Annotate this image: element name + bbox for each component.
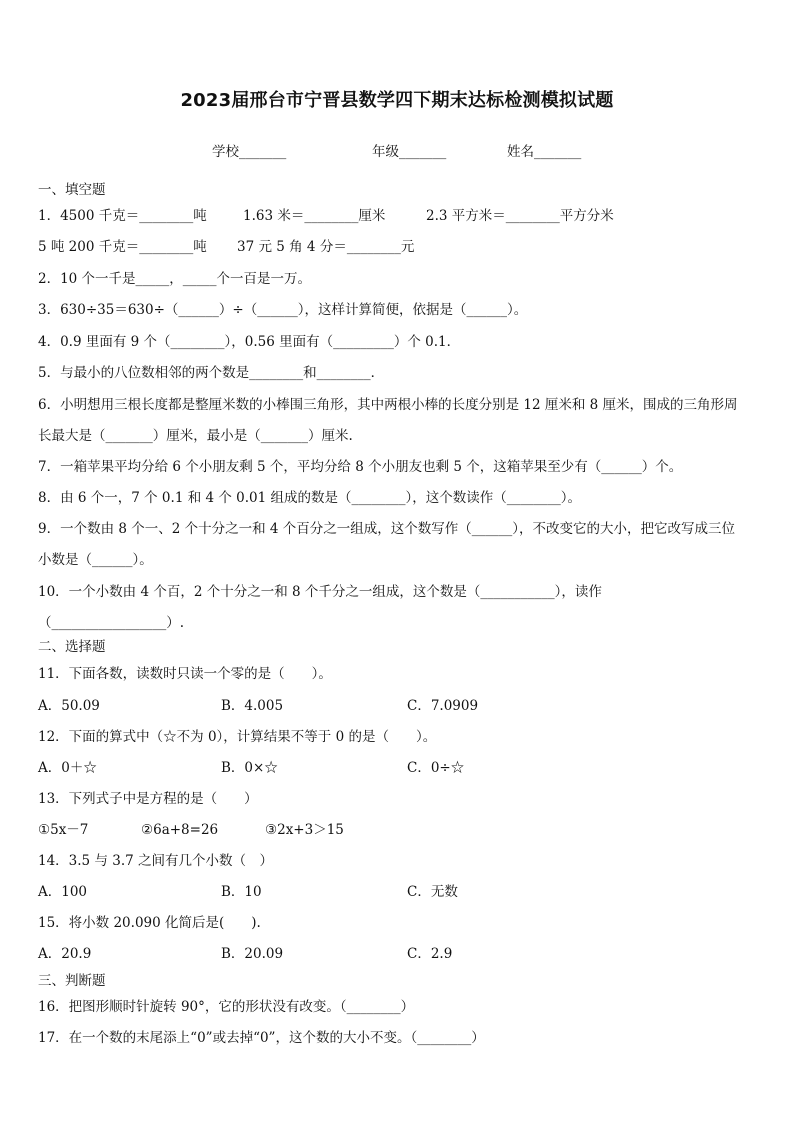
question-17: 17．在一个数的末尾添上“0”或去掉“0”，这个数的大小不变。（________） [38,1030,485,1046]
question-11: 11．下面各数，读数时只读一个零的是（ ）。 [38,666,332,682]
option-13b[interactable]: ②6a+8=26 [141,822,219,838]
grade-field[interactable]: 年级_______ [372,144,447,160]
question-9b: 小数是（______）。 [38,552,153,568]
question-3: 3．630÷35＝630÷（______）÷（______），这样计算简便，依据是（______）。 [38,302,528,318]
question-5: 5．与最小的八位数相邻的两个数是________和________． [38,365,385,381]
question-4: 4．0.9 里面有 9 个（________），0.56 里面有（_________）个 0.1． [38,334,461,350]
option-11b[interactable]: B．4.005 [221,698,284,714]
option-15c[interactable]: C．2.9 [407,946,453,962]
name-field[interactable]: 姓名_______ [507,144,582,160]
question-7: 7．一箱苹果平均分给 6 个小朋友剩 5 个，平均分给 8 个小朋友也剩 5 个，这箱苹果至少有（______）个。 [38,459,683,475]
option-13c[interactable]: ③2x+3＞15 [265,822,344,838]
option-12b[interactable]: B．0×☆ [221,760,278,776]
question-12: 12．下面的算式中（☆不为 0），计算结果不等于 0 的是（ ）。 [38,729,437,745]
question-9a: 9．一个数由 8 个一、2 个十分之一和 4 个百分之一组成，这个数写作（______），不改变它的大小，把它改写成三位 [38,521,736,537]
section-fill-blank: 一、填空题 [38,182,106,198]
option-13a[interactable]: ①5x－7 [38,822,89,838]
question-1c: 2.3 平方米＝________平方分米 [426,208,614,224]
question-10b: （_________________）. [38,615,185,631]
question-14: 14．3.5 与 3.7 之间有几个小数（ ） [38,853,273,869]
question-13: 13．下列式子中是方程的是（ ） [38,791,258,807]
option-14b[interactable]: B．10 [221,884,262,900]
section-judge: 三、判断题 [38,973,106,989]
question-8: 8．由 6 个一，7 个 0.1 和 4 个 0.01 组成的数是（________），这个数读作（________）。 [38,490,582,506]
question-15: 15．将小数 20.090 化简后是( ). [38,915,261,931]
question-1a: 1．4500 千克＝________吨 [38,208,207,224]
option-11a[interactable]: A．50.09 [38,698,100,714]
section-choice: 二、选择题 [38,639,106,655]
question-6b: 长最大是（_______）厘米，最小是（_______）厘米. [38,428,353,444]
question-10a: 10．一个小数由 4 个百，2 个十分之一和 8 个千分之一组成，这个数是（___________），读作 [38,584,602,600]
option-15a[interactable]: A．20.9 [38,946,92,962]
question-16: 16．把图形顺时针旋转 90°，它的形状没有改变。（________） [38,999,415,1015]
page-title: 2023届邢台市宁晋县数学四下期末达标检测模拟试题 [180,90,614,111]
option-15b[interactable]: B．20.09 [221,946,284,962]
question-1d: 5 吨 200 千克＝________吨 [38,239,207,255]
option-12c[interactable]: C．0÷☆ [407,760,465,776]
option-14a[interactable]: A．100 [38,884,88,900]
option-11c[interactable]: C．7.0909 [407,698,479,714]
question-1b: 1.63 米＝________厘米 [243,208,386,224]
school-field[interactable]: 学校_______ [212,144,287,160]
option-12a[interactable]: A．0＋☆ [38,760,97,776]
question-2: 2．10 个一千是_____，_____个一百是一万。 [38,271,312,287]
option-14c[interactable]: C．无数 [407,884,458,900]
question-1e: 37 元 5 角 4 分＝________元 [237,239,415,255]
question-6a: 6．小明想用三根长度都是整厘米数的小棒围三角形，其中两根小棒的长度分别是 12 厘米和 8 厘米，围成的三角形周 [38,397,738,413]
